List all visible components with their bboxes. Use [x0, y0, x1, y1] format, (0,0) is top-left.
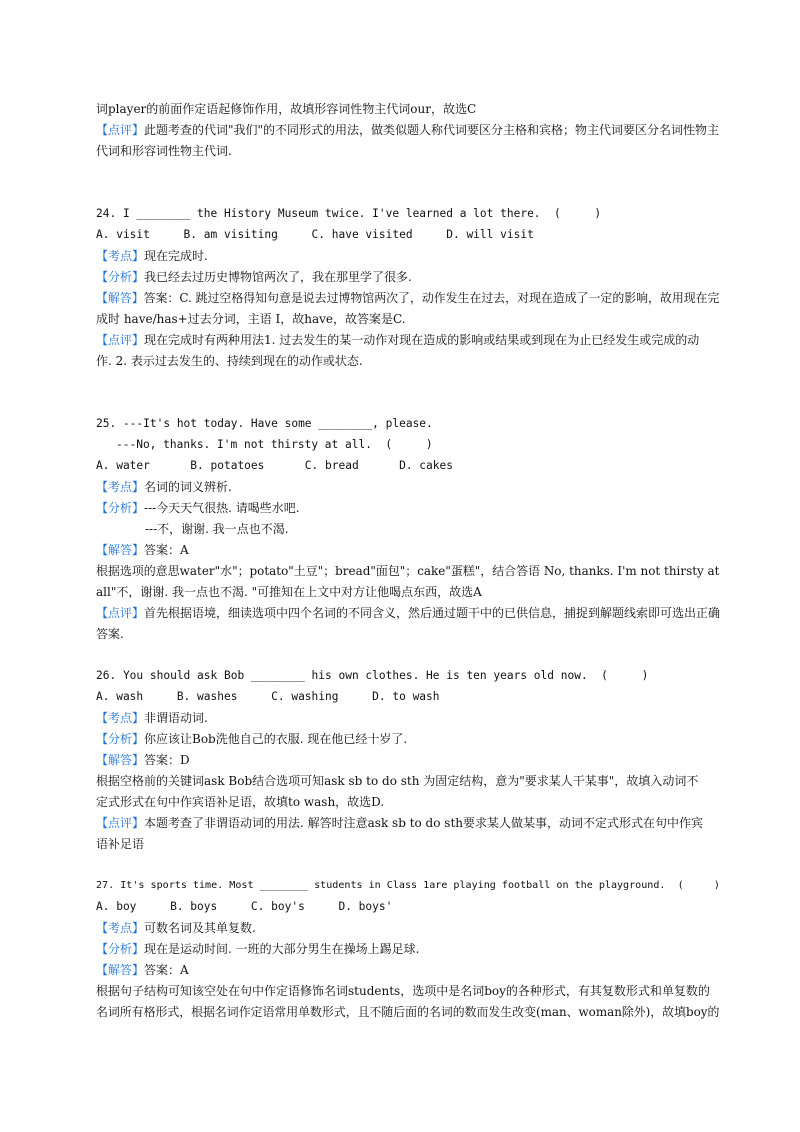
text-line: 答案. — [96, 627, 124, 641]
comment-line: 【点评】此题考查的代词"我们"的不同形式的用法，做类似题人称代词要区分主格和宾格；物主代词要区分名词性物主 — [96, 123, 720, 137]
text-line: all"不，谢谢. 我一点也不渴. "可推知在上文中对方让他喝点东西，故选A — [96, 585, 482, 599]
text-line: 根据选项的意思water"水"；potato"土豆"；bread"面包"；cake"蛋糕"，结合答语 No, thanks. I'm not thirsty at — [96, 564, 720, 578]
options-27: A. boy B. boys C. boy's D. boys' — [96, 900, 393, 913]
kaodian-24: 【考点】现在完成时. — [96, 249, 208, 263]
options-26: A. wash B. washes C. washing D. to wash — [96, 690, 440, 703]
jieda-25: 【解答】答案：A — [96, 543, 189, 557]
fenxi-27: 【分析】现在是运动时间. 一班的大部分男生在操场上踢足球. — [96, 942, 420, 956]
text-line: 语补足语 — [96, 837, 145, 851]
text-line: 名词所有格形式，根据名词作定语常用单数形式，且不随后面的名词的数而发生改变(man、woman除外)，故填boy的 — [96, 1005, 720, 1019]
kaodian-27: 【考点】可数名词及其单复数. — [96, 921, 256, 935]
dianping-25: 【点评】首先根据语境，细读选项中四个名词的不同含义，然后通过题干中的已供信息，捕捉到解题线索即可选出正确 — [96, 606, 721, 620]
jieda-24: 【解答】答案：C. 跳过空格得知句意是说去过博物馆两次了，动作发生在过去，对现在造成了一定的影响，故用现在完 — [96, 291, 720, 305]
text-line: 代词和形容词性物主代词. — [96, 144, 232, 158]
dianping-26: 【点评】本题考查了非谓语动词的用法. 解答时注意ask sb to do sth要求某人做某事，动词不定式形式在句中作宾 — [96, 816, 703, 830]
question-27: 27. It's sports time. Most ________ students in Class 1are playing football on the playground. ( ) — [96, 880, 720, 891]
question-25: 25. ---It's hot today. Have some ________, please. — [96, 417, 433, 430]
question-26: 26. You should ask Bob ________ his own clothes. He is ten years old now. ( ) — [96, 669, 649, 682]
jieda-26: 【解答】答案：D — [96, 753, 190, 767]
fenxi-24: 【分析】我已经去过历史博物馆两次了，我在那里学了很多. — [96, 270, 412, 284]
fenxi-25: 【分析】---今天天气很热. 请喝些水吧. — [96, 501, 300, 515]
kaodian-25: 【考点】名词的词义辨析. — [96, 480, 232, 494]
question-24: 24. I ________ the History Museum twice. I've learned a lot there. ( ) — [96, 207, 602, 220]
fenxi-26: 【分析】你应该让Bob洗他自己的衣服. 现在他已经十岁了. — [96, 732, 408, 746]
question-25-reply: ---No, thanks. I'm not thirsty at all. ( ) — [116, 438, 433, 451]
text-line: 作. 2. 表示过去发生的、持续到现在的动作或状态. — [96, 354, 363, 368]
options-25: A. water B. potatoes C. bread D. cakes — [96, 459, 453, 472]
text-line: 定式形式在句中作宾语补足语，故填to wash，故选D. — [96, 795, 385, 809]
dianping-24: 【点评】现在完成时有两种用法1. 过去发生的某一动作对现在造成的影响或结果或到现在为止已经发生或完成的动 — [96, 333, 700, 347]
comment-tag: 【点评】 — [96, 123, 145, 137]
jieda-27: 【解答】答案：A — [96, 963, 189, 977]
text-line: ---不，谢谢. 我一点也不渴. — [145, 522, 289, 536]
options-24: A. visit B. am visiting C. have visited D. will visit — [96, 228, 534, 241]
text-line: 词player的前面作定语起修饰作用，故填形容词性物主代词our，故选C — [96, 102, 477, 116]
text-line: 成时 have/has+过去分词，主语 I，故have，故答案是C. — [96, 312, 406, 326]
kaodian-26: 【考点】非谓语动词. — [96, 711, 208, 725]
text-line: 根据空格前的关键词ask Bob结合选项可知ask sb to do sth 为固定结构，意为"要求某人干某事"，故填入动词不 — [96, 774, 699, 788]
text-line: 根据句子结构可知该空处在句中作定语修饰名词students，选项中是名词boy的各种形式，有其复数形式和单复数的 — [96, 984, 710, 998]
